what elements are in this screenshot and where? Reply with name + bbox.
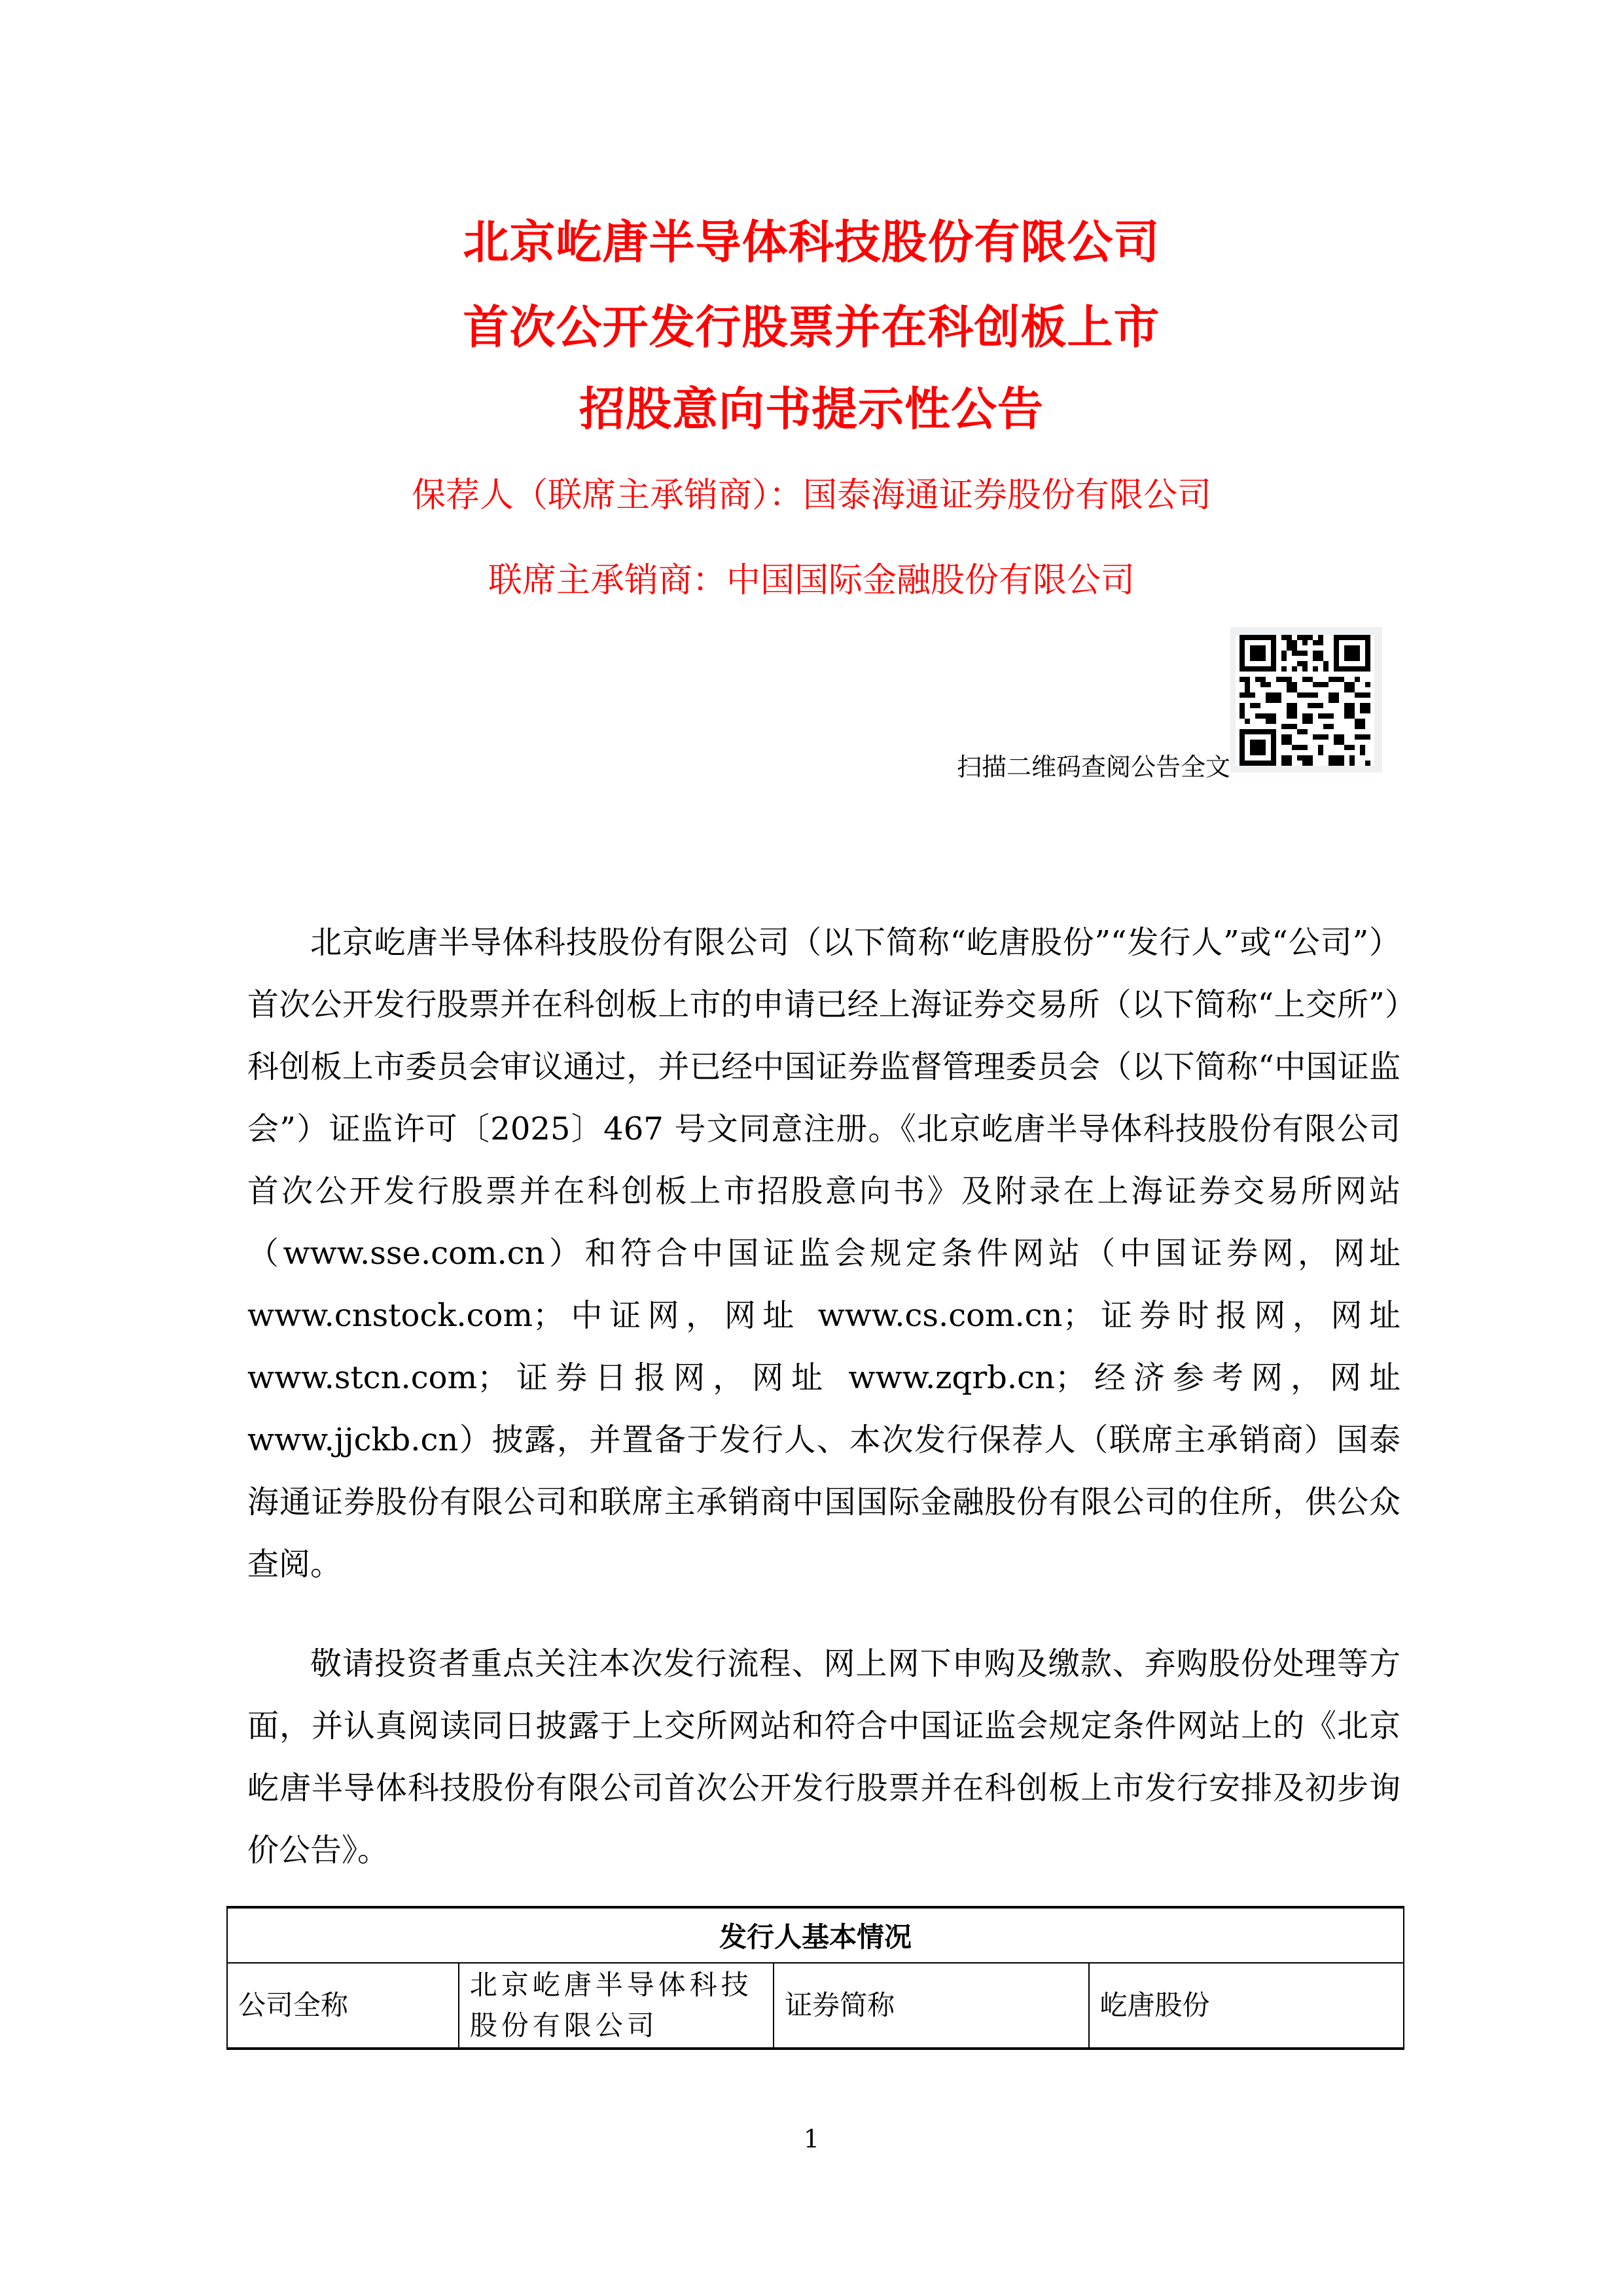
body-paragraph-1: [247, 912, 1400, 1596]
qr-code-icon: [1236, 635, 1374, 766]
value-security-short-name: 屹唐股份: [1089, 1963, 1404, 2049]
label-company-full-name: 公司全称: [227, 1963, 459, 2049]
co-underwriter-line: 联席主承销商：中国国际金融股份有限公司: [488, 561, 1135, 600]
page-number: 1: [803, 2125, 820, 2153]
title-line-2: 首次公开发行股票并在科创板上市: [463, 300, 1160, 354]
value-company-full-name: 北京屹唐半导体科技股份有限公司: [459, 1963, 774, 2049]
qr-code[interactable]: [1230, 627, 1382, 772]
table-row: [227, 1963, 1404, 2049]
paragraph-text: 敬请投资者重点关注本次发行流程、网上网下申购及缴款、弃购股份处理等方面，并认真阅读同日披露于上交所网站和符合中国证监会规定条件网站上的《北京屹唐半导体科技股份有限公司首次公开发行股票并在科创板上市发行安排及初步询价公告》。: [247, 1645, 1400, 1869]
issuer-info-table: [226, 1906, 1404, 2050]
paragraph-text: 北京屹唐半导体科技股份有限公司（以下简称“屹唐股份”“发行人”或“公司”）首次公开发行股票并在科创板上市的申请已经上海证券交易所（以下简称“上交所”）科创板上市委员会审议通过，并已经中国证券监督管理委员会（以下简称“中国证监会”）证监许可〔2025〕467 号文同意注册。《北京屹唐半导体科技股份有限公司首次公开发行股票并在科创板上市招股意向书》及附录在上海证券交易所网站（www.sse.com.cn）和符合中国证监会规定条件网站（中国证券网，网址 www.cnstock.com；中证网，网址 www.cs.com.cn；证券时报网，网址 www.stcn.com；证券日报网，网址 www.zqrb.cn；经济参考网，网址 www.jjckb.cn）披露，并置备于发行人、本次发行保荐人（联席主承销商）国泰海通证券股份有限公司和联席主承销商中国国际金融股份有限公司的住所，供公众查阅。: [247, 924, 1400, 1583]
sponsor-line: 保荐人（联席主承销商）：国泰海通证券股份有限公司: [411, 476, 1211, 515]
label-security-short-name: 证券简称: [774, 1963, 1088, 2049]
body-paragraph-2: [247, 1633, 1400, 1882]
title-line-1: 北京屹唐半导体科技股份有限公司: [463, 215, 1160, 269]
table-header: 发行人基本情况: [227, 1907, 1404, 1963]
qr-caption: 扫描二维码查阅公告全文: [956, 753, 1230, 781]
title-line-3: 招股意向书提示性公告: [579, 382, 1044, 436]
